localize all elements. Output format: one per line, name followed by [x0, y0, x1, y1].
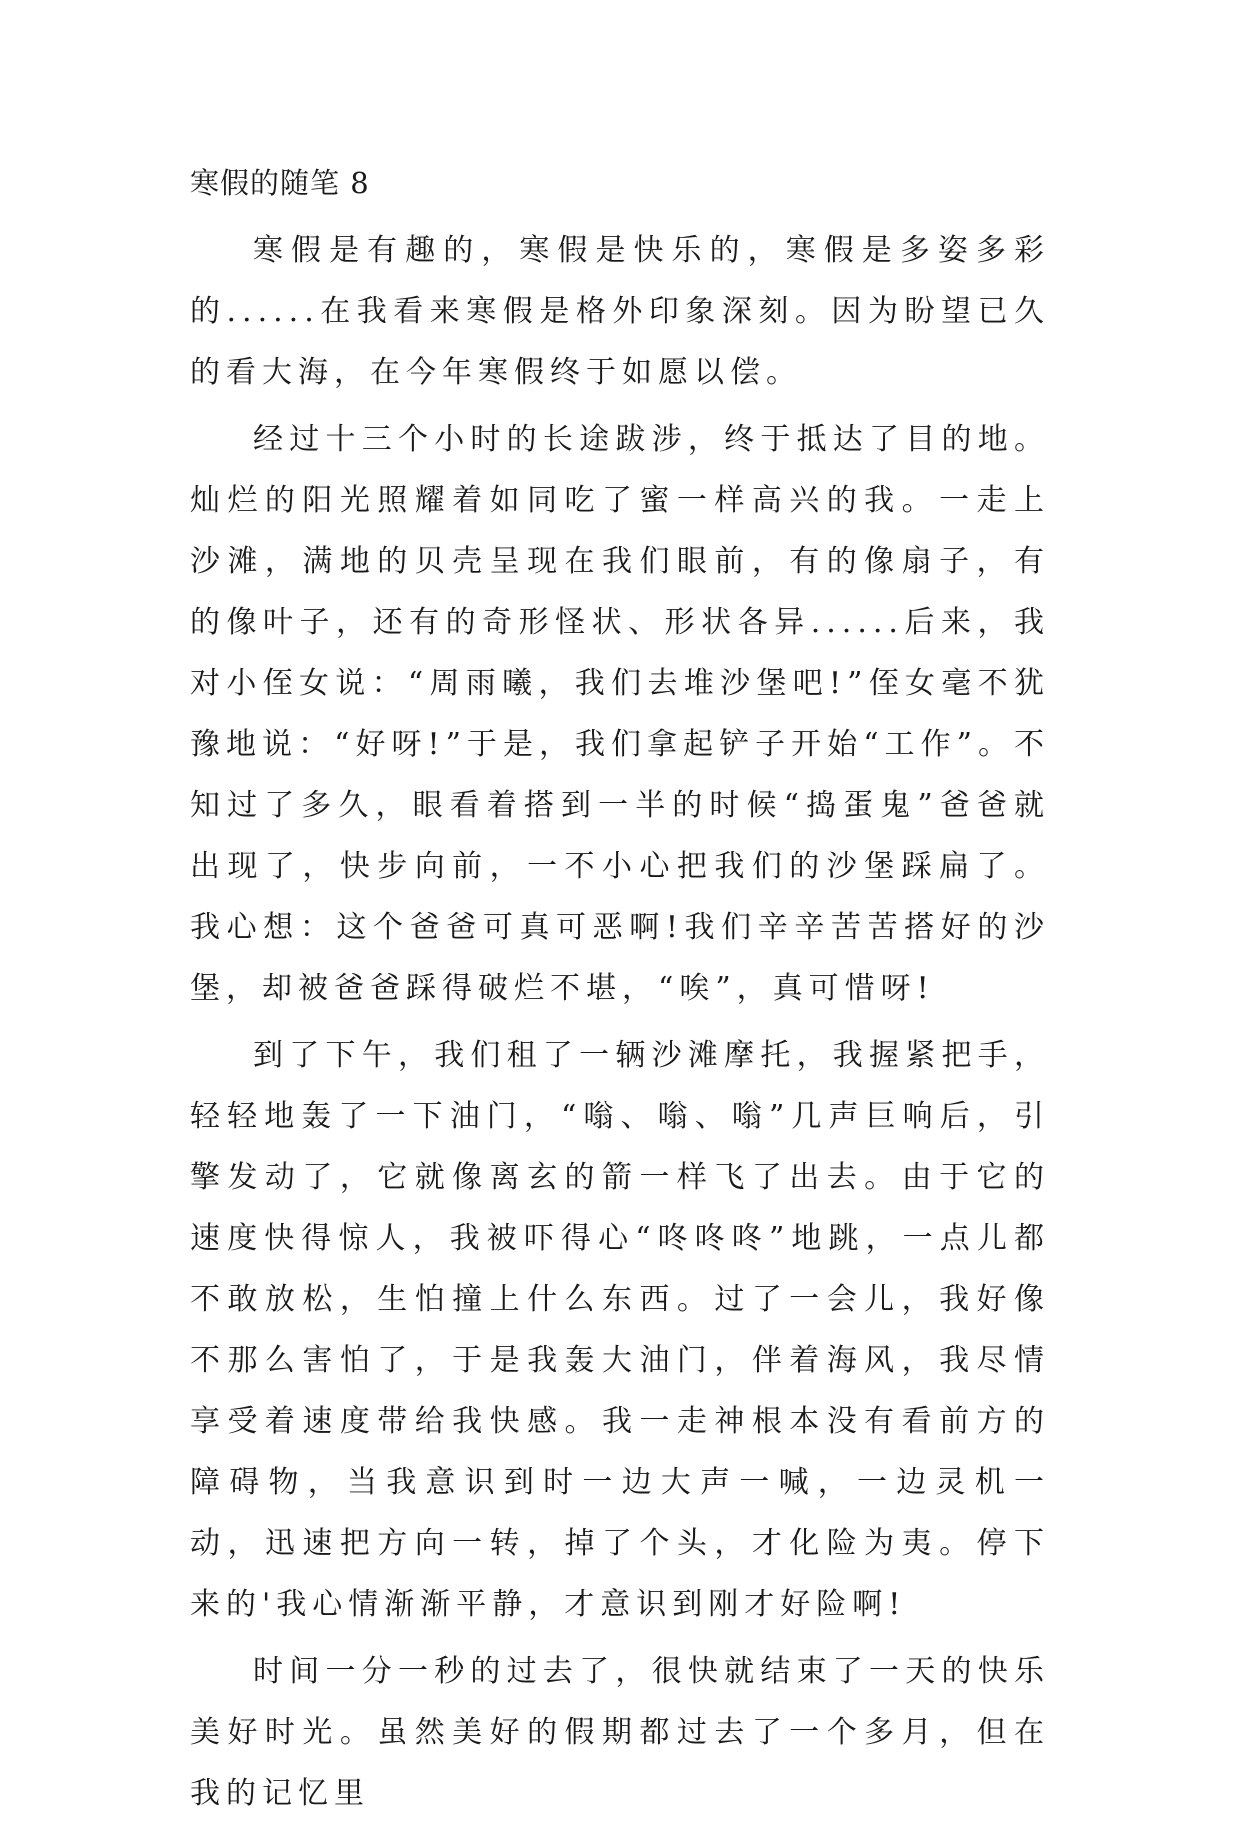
document-body	[190, 160, 1050, 1830]
paragraph-ending: 时间一分一秒的过去了，很快就结束了一天的快乐美好时光。虽然美好的假期都过去了一个多月，但在我的记忆里	[190, 1654, 1050, 1811]
paragraph-intro: 寒假是有趣的，寒假是快乐的，寒假是多姿多彩的......在我看来寒假是格外印象深刻。因为盼望已久的看大海，在今年寒假终于如愿以偿。	[190, 233, 1050, 390]
paragraph-sandcastle: 经过十三个小时的长途跋涉，终于抵达了目的地。灿烂的阳光照耀着如同吃了蜜一样高兴的我。一走上沙滩，满地的贝壳呈现在我们眼前，有的像扇子，有的像叶子，还有的奇形怪状、形状各异......后来，我对小侄女说：“周雨曦，我们去堆沙堡吧!”侄女毫不犹豫地说：“好呀!”于是，我们拿起铲子开始“工作”。不知过了多久，眼看着搭到一半的时候“捣蛋鬼”爸爸就出现了，快步向前，一不小心把我们的沙堡踩扁了。我心想：这个爸爸可真可恶啊!我们辛辛苦苦搭好的沙堡，却被爸爸踩得破烂不堪，“唉”，真可惜呀!	[190, 422, 1050, 1006]
document-title: 寒假的随笔 8	[190, 166, 370, 200]
paragraph-beach-motorbike: 到了下午，我们租了一辆沙滩摩托，我握紧把手，轻轻地轰了一下油门，“嗡、嗡、嗡”几声巨响后，引擎发动了，它就像离玄的箭一样飞了出去。由于它的速度快得惊人，我被吓得心“咚咚咚”地跳，一点儿都不敢放松，生怕撞上什么东西。过了一会儿，我好像不那么害怕了，于是我轰大油门，伴着海风，我尽情享受着速度带给我快感。我一走神根本没有看前方的障碍物，当我意识到时一边大声一喊，一边灵机一动，迅速把方向一转，掉了个头，才化险为夷。停下来的'我心情渐渐平静，才意识到刚才好险啊!	[190, 1038, 1050, 1622]
